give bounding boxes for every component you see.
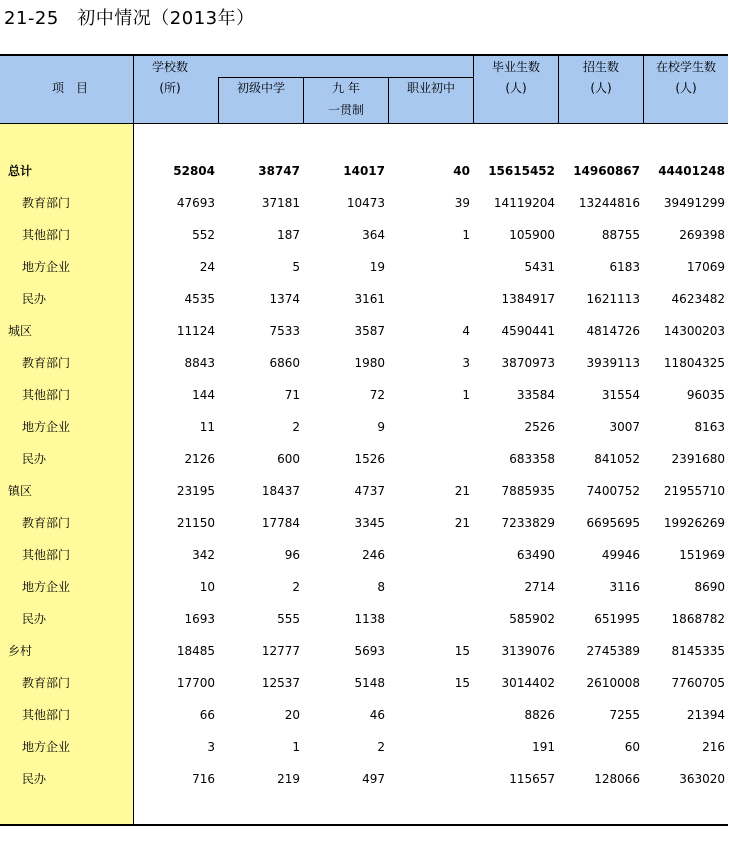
row-label: 镇区: [8, 484, 33, 498]
table-cell: 3: [207, 740, 215, 754]
table-cell: 1: [292, 740, 300, 754]
header-graduates: 毕业生数: [491, 60, 540, 74]
table-cell: 52804: [173, 164, 215, 178]
header-item: 项 目: [51, 81, 88, 95]
column-divider: [218, 77, 219, 123]
table-cell: 1621113: [586, 292, 640, 306]
table-row: [0, 667, 728, 699]
row-label: 其他部门: [22, 708, 71, 722]
table-cell: 5693: [354, 644, 385, 658]
table-cell: 12777: [261, 644, 300, 658]
table-cell: 15: [454, 676, 470, 690]
table-cell: 3161: [354, 292, 385, 306]
table-cell: 2: [377, 740, 385, 754]
row-label: 教育部门: [22, 516, 71, 530]
table-top-border: [0, 54, 728, 56]
table-cell: 33584: [516, 388, 555, 402]
table-row: [0, 315, 728, 347]
table-cell: 17069: [686, 260, 725, 274]
row-label: 教育部门: [22, 196, 71, 210]
table-cell: 21: [454, 516, 470, 530]
table-cell: 6695695: [586, 516, 640, 530]
table-cell: 151969: [679, 548, 725, 562]
table-cell: 7533: [269, 324, 300, 338]
row-label: 民办: [22, 452, 47, 466]
table-cell: 21955710: [663, 484, 725, 498]
table-cell: 31554: [601, 388, 640, 402]
table-cell: 11124: [176, 324, 215, 338]
data-table: [0, 54, 728, 826]
table-cell: 216: [702, 740, 725, 754]
table-cell: 11: [199, 420, 215, 434]
table-cell: 18485: [176, 644, 215, 658]
header-subgroup-line: [218, 77, 473, 78]
table-cell: 15615452: [488, 164, 555, 178]
row-label: 教育部门: [22, 356, 71, 370]
table-cell: 15: [454, 644, 470, 658]
table-cell: 1374: [269, 292, 300, 306]
table-cell: 115657: [509, 772, 555, 786]
table-cell: 19926269: [663, 516, 725, 530]
table-cell: 12537: [261, 676, 300, 690]
table-cell: 2745389: [586, 644, 640, 658]
table-cell: 128066: [594, 772, 640, 786]
table-cell: 5431: [524, 260, 555, 274]
table-cell: 96: [284, 548, 300, 562]
table-bottom-border: [0, 824, 728, 826]
table-cell: 8: [377, 580, 385, 594]
page-title: 21-25 初中情况（2013年）: [4, 8, 255, 29]
table-cell: 47693: [176, 196, 215, 210]
row-label: 地方企业: [22, 260, 71, 274]
table-cell: 8690: [694, 580, 725, 594]
table-row: [0, 443, 728, 475]
header-nine-year-2: 一贯制: [327, 103, 364, 117]
table-row: [0, 283, 728, 315]
row-label: 民办: [22, 612, 47, 626]
header-students-unit: (人): [675, 81, 697, 95]
table-cell: 46: [369, 708, 385, 722]
table-cell: 88755: [601, 228, 640, 242]
table-cell: 7760705: [671, 676, 725, 690]
table-cell: 7400752: [586, 484, 640, 498]
table-row: [0, 731, 728, 763]
table-cell: 37181: [261, 196, 300, 210]
table-cell: 105900: [509, 228, 555, 242]
table-cell: 4623482: [671, 292, 725, 306]
table-cell: 7255: [609, 708, 640, 722]
table-cell: 10: [199, 580, 215, 594]
table-cell: 44401248: [658, 164, 725, 178]
table-cell: 1980: [354, 356, 385, 370]
table-cell: 14119204: [493, 196, 555, 210]
table-row: [0, 571, 728, 603]
table-cell: 8145335: [671, 644, 725, 658]
table-cell: 363020: [679, 772, 725, 786]
table-cell: 651995: [594, 612, 640, 626]
table-row: [0, 699, 728, 731]
row-label: 教育部门: [22, 676, 71, 690]
table-cell: 49946: [601, 548, 640, 562]
table-cell: 246: [362, 548, 385, 562]
table-cell: 63490: [516, 548, 555, 562]
table-row: [0, 411, 728, 443]
table-cell: 18437: [261, 484, 300, 498]
row-label: 城区: [8, 324, 33, 338]
table-cell: 2126: [184, 452, 215, 466]
row-label: 其他部门: [22, 228, 71, 242]
table-cell: 20: [284, 708, 300, 722]
row-label: 地方企业: [22, 420, 71, 434]
table-cell: 4737: [354, 484, 385, 498]
table-cell: 1: [462, 228, 470, 242]
table-cell: 4535: [184, 292, 215, 306]
table-cell: 497: [362, 772, 385, 786]
table-cell: 11804325: [663, 356, 725, 370]
table-cell: 4: [462, 324, 470, 338]
table-cell: 17784: [261, 516, 300, 530]
table-cell: 1138: [354, 612, 385, 626]
table-cell: 716: [192, 772, 215, 786]
table-cell: 60: [624, 740, 640, 754]
table-cell: 3345: [354, 516, 385, 530]
table-cell: 9: [377, 420, 385, 434]
header-schools-unit: (所): [159, 81, 181, 95]
row-label: 地方企业: [22, 580, 71, 594]
table-cell: 269398: [679, 228, 725, 242]
table-row: [0, 155, 728, 187]
table-cell: 10473: [346, 196, 385, 210]
table-cell: 7233829: [501, 516, 555, 530]
table-cell: 144: [192, 388, 215, 402]
column-divider: [643, 56, 644, 123]
table-cell: 8826: [524, 708, 555, 722]
table-row: [0, 539, 728, 571]
table-cell: 14300203: [663, 324, 725, 338]
table-cell: 2: [292, 420, 300, 434]
header-junior: 初级中学: [236, 81, 285, 95]
table-row: [0, 187, 728, 219]
table-cell: 19: [369, 260, 385, 274]
table-cell: 71: [284, 388, 300, 402]
header-nine-year-1: 九 年: [332, 81, 360, 95]
table-cell: 3: [462, 356, 470, 370]
header-vocational: 职业初中: [406, 81, 455, 95]
row-label: 民办: [22, 772, 47, 786]
header-schools: 学校数: [151, 60, 188, 74]
table-cell: 4814726: [586, 324, 640, 338]
table-row: [0, 763, 728, 795]
table-cell: 187: [277, 228, 300, 242]
table-cell: 3007: [609, 420, 640, 434]
row-label: 乡村: [8, 644, 33, 658]
table-cell: 841052: [594, 452, 640, 466]
table-cell: 5: [292, 260, 300, 274]
table-cell: 6183: [609, 260, 640, 274]
table-cell: 23195: [176, 484, 215, 498]
table-cell: 39: [454, 196, 470, 210]
table-cell: 555: [277, 612, 300, 626]
table-row: [0, 635, 728, 667]
table-cell: 3116: [609, 580, 640, 594]
table-cell: 21394: [686, 708, 725, 722]
table-cell: 585902: [509, 612, 555, 626]
table-cell: 21150: [176, 516, 215, 530]
table-cell: 8843: [184, 356, 215, 370]
table-cell: 3139076: [501, 644, 555, 658]
table-cell: 66: [199, 708, 215, 722]
column-divider: [473, 56, 474, 123]
table-cell: 1693: [184, 612, 215, 626]
table-cell: 14960867: [573, 164, 640, 178]
table-cell: 1384917: [501, 292, 555, 306]
table-cell: 40: [453, 164, 470, 178]
row-label: 地方企业: [22, 740, 71, 754]
table-cell: 600: [277, 452, 300, 466]
table-cell: 342: [192, 548, 215, 562]
table-cell: 1: [462, 388, 470, 402]
table-row: [0, 379, 728, 411]
table-cell: 683358: [509, 452, 555, 466]
table-cell: 552: [192, 228, 215, 242]
table-cell: 219: [277, 772, 300, 786]
column-divider: [303, 77, 304, 123]
table-cell: 17700: [176, 676, 215, 690]
table-row: [0, 347, 728, 379]
table-cell: 3939113: [586, 356, 640, 370]
table-cell: 5148: [354, 676, 385, 690]
table-row: [0, 475, 728, 507]
table-cell: 191: [532, 740, 555, 754]
table-cell: 13244816: [578, 196, 640, 210]
table-cell: 1526: [354, 452, 385, 466]
table-row: [0, 251, 728, 283]
table-cell: 2391680: [671, 452, 725, 466]
table-cell: 2: [292, 580, 300, 594]
table-cell: 364: [362, 228, 385, 242]
table-cell: 2714: [524, 580, 555, 594]
table-cell: 14017: [343, 164, 385, 178]
header-students: 在校学生数: [655, 60, 716, 74]
table-row: [0, 219, 728, 251]
header-bottom-border: [0, 123, 728, 124]
row-label: 其他部门: [22, 548, 71, 562]
column-divider: [558, 56, 559, 123]
table-cell: 96035: [686, 388, 725, 402]
table-cell: 2610008: [586, 676, 640, 690]
header-enrollment: 招生数: [582, 60, 619, 74]
table-cell: 2526: [524, 420, 555, 434]
table-cell: 3587: [354, 324, 385, 338]
table-cell: 1868782: [671, 612, 725, 626]
row-label: 民办: [22, 292, 47, 306]
table-cell: 39491299: [663, 196, 725, 210]
table-row: [0, 603, 728, 635]
header-graduates-unit: (人): [505, 81, 527, 95]
table-cell: 8163: [694, 420, 725, 434]
table-cell: 38747: [258, 164, 300, 178]
row-label: 总计: [8, 164, 33, 178]
table-cell: 7885935: [501, 484, 555, 498]
column-divider: [388, 77, 389, 123]
table-cell: 3014402: [501, 676, 555, 690]
row-label: 其他部门: [22, 388, 71, 402]
table-row: [0, 507, 728, 539]
table-cell: 3870973: [501, 356, 555, 370]
table-cell: 24: [199, 260, 215, 274]
header-enrollment-unit: (人): [590, 81, 612, 95]
table-cell: 21: [454, 484, 470, 498]
table-cell: 72: [369, 388, 385, 402]
table-cell: 4590441: [501, 324, 555, 338]
table-cell: 6860: [269, 356, 300, 370]
